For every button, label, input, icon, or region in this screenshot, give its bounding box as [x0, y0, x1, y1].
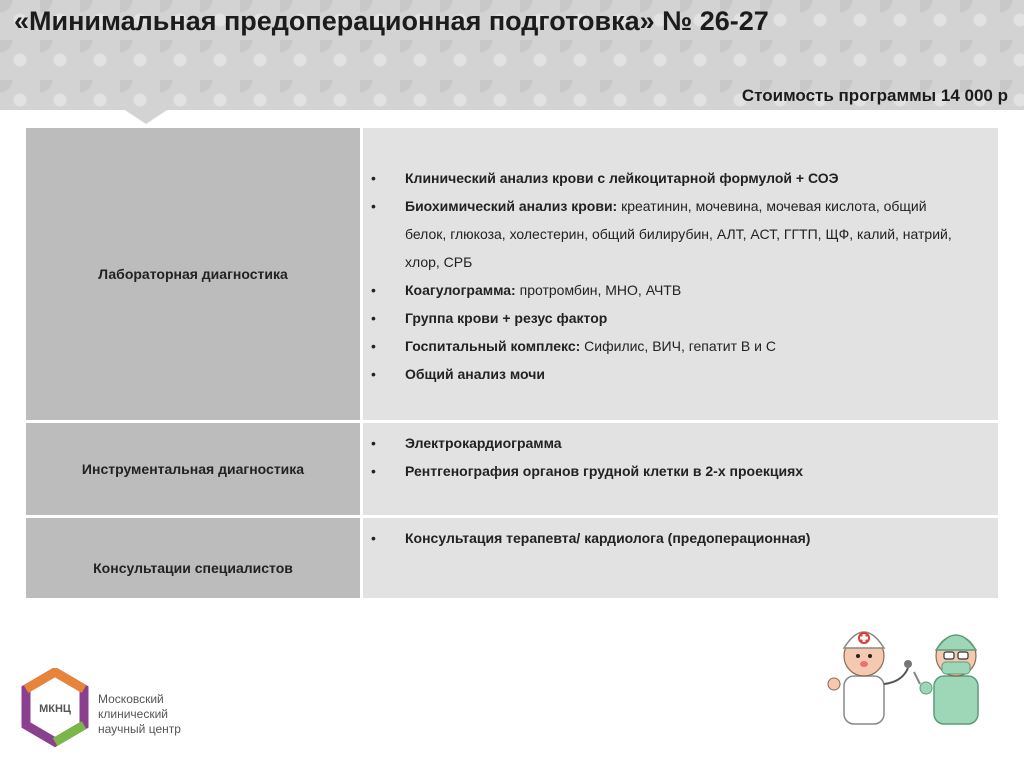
- bullet-icon: •: [371, 530, 376, 546]
- mknc-logo: [20, 668, 200, 758]
- logo-abbr: МКНЦ: [39, 703, 71, 715]
- bullet-icon: •: [371, 366, 376, 382]
- list-item: • Общий анализ мочи: [363, 360, 958, 388]
- table-row: [26, 128, 998, 420]
- item-list: [363, 524, 998, 552]
- item-list: [363, 429, 998, 485]
- bullet-icon: •: [371, 463, 376, 479]
- row-content: [363, 128, 998, 420]
- table-row: [26, 518, 998, 598]
- surgeon-icon: [914, 635, 978, 724]
- list-item: • Рентгенография органов грудной клетки в 2-х проекциях: [363, 457, 998, 485]
- row-label: Лабораторная диагностика: [26, 128, 360, 420]
- page-title: «Минимальная предоперационная подготовка» № 26-27: [14, 6, 769, 36]
- bullet-icon: •: [371, 435, 376, 451]
- row-label: Инструментальная диагностика: [26, 423, 360, 515]
- table-row: [26, 423, 998, 515]
- doctor-icon: [828, 632, 912, 724]
- bullet-icon: •: [371, 170, 376, 186]
- list-item: • Электрокардиограмма: [363, 429, 998, 457]
- row-content: [363, 423, 998, 515]
- program-table: [26, 128, 998, 601]
- logo-text: Московский клинический научный центр: [98, 692, 181, 736]
- bullet-icon: •: [371, 310, 376, 326]
- list-item: • Консультация терапевта/ кардиолога (предоперационная): [363, 524, 998, 552]
- row-content: [363, 518, 998, 598]
- hexagon-logo-icon: [20, 668, 90, 754]
- list-item: • Биохимический анализ крови: креатинин, мочевина, мочевая кислота, общий белок, глюкоза, холестерин, общий билирубин, АЛТ, АСТ, ГГТП, ЩФ, калий, натрий, хлор, СРБ: [363, 192, 958, 276]
- doctors-illustration-icon: [822, 612, 1014, 732]
- bullet-icon: •: [371, 198, 376, 214]
- header-notch: [122, 108, 170, 124]
- bullet-icon: •: [371, 338, 376, 354]
- list-item: • Клинический анализ крови с лейкоцитарной формулой + СОЭ: [363, 164, 958, 192]
- item-list: [363, 164, 958, 388]
- row-label: Консультации специалистов: [26, 518, 360, 598]
- bullet-icon: •: [371, 282, 376, 298]
- list-item: • Коагулограмма: протромбин, МНО, АЧТВ: [363, 276, 958, 304]
- program-cost: Стоимость программы 14 000 р: [741, 86, 1008, 105]
- list-item: • Госпитальный комплекс: Сифилис, ВИЧ, гепатит В и С: [363, 332, 958, 360]
- list-item: • Группа крови + резус фактор: [363, 304, 958, 332]
